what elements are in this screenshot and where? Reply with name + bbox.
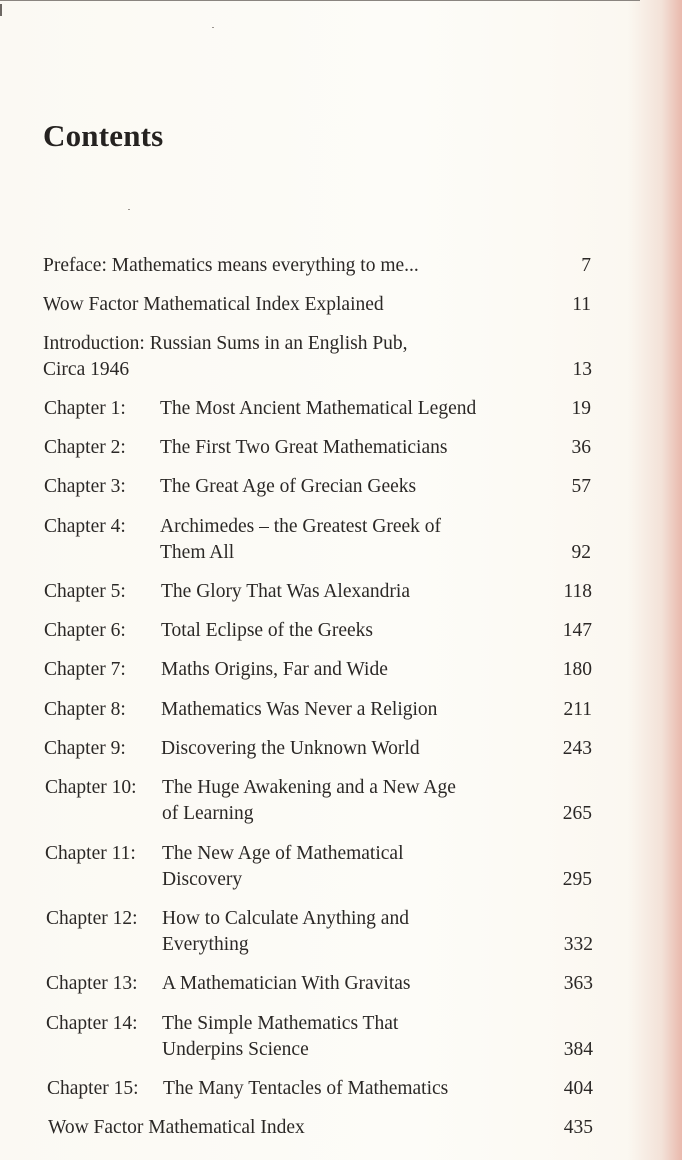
title-line: Archimedes – the Greatest Greek of [160,516,442,537]
page-number: 57 [571,476,591,497]
entry-title [162,841,404,893]
entry-title: Discovering the Unknown World [161,738,420,759]
entry-title: The First Two Great Mathematicians [160,437,448,458]
page-number: 332 [563,934,593,955]
entry-title: The Great Age of Grecian Geeks [160,476,417,497]
page-number: 404 [563,1078,593,1099]
page-number: 13 [572,359,592,380]
page-number: 265 [562,803,592,824]
chapter-label: Chapter 11: [45,843,136,864]
toc-entry-chapter-10 [45,775,592,827]
title-line: Circa 1946 [43,359,130,380]
chapter-label: Chapter 10: [45,777,137,798]
page-number: 295 [562,869,592,890]
title-line: Them All [160,542,235,563]
entry-title [43,331,408,383]
title-line: Underpins Science [162,1039,309,1060]
page-number: 118 [563,581,592,602]
entry-title [162,1011,398,1063]
page-number: 435 [563,1117,593,1138]
chapter-label: Chapter 13: [46,973,138,994]
page-number: 11 [572,294,591,315]
entry-title: The Glory That Was Alexandria [161,581,410,602]
chapter-label: Chapter 2: [44,437,126,458]
title-line: Discovery [162,869,243,890]
chapter-label: Chapter 6: [44,620,126,641]
chapter-label: Chapter 7: [44,659,126,680]
chapter-label: Chapter 9: [44,738,126,759]
chapter-label: Chapter 8: [44,699,126,720]
title-line: Introduction: Russian Sums in an English Pub, [43,333,408,354]
title-line: of Learning [162,803,254,824]
title-line: The Huge Awakening and a New Age [162,777,456,798]
toc-entry-chapter-11 [45,841,592,893]
page-number: 7 [581,255,591,276]
chapter-label: Chapter 1: [44,398,126,419]
chapter-label: Chapter 5: [44,581,126,602]
page-number: 36 [571,437,591,458]
entry-title: Wow Factor Mathematical Index [48,1117,305,1138]
toc-entry-chapter-12 [46,906,593,958]
entry-title [162,906,409,958]
page-number: 211 [563,699,592,720]
title-line: How to Calculate Anything and [162,908,409,929]
toc-entry-chapter-4 [44,514,591,566]
page-number: 92 [571,542,591,563]
entry-title: Total Eclipse of the Greeks [161,620,373,641]
title-line: The New Age of Mathematical [162,843,404,864]
entry-title: A Mathematician With Gravitas [162,973,411,994]
entry-title [160,514,441,566]
entry-title: Mathematics Was Never a Religion [161,699,438,720]
title-line: Everything [162,934,249,955]
entry-title: Wow Factor Mathematical Index Explained [43,294,384,315]
chapter-label: Chapter 4: [44,516,126,537]
chapter-label: Chapter 3: [44,476,126,497]
page-title: Contents [43,118,164,153]
entry-title: The Most Ancient Mathematical Legend [160,398,477,419]
entry-title: Maths Origins, Far and Wide [161,659,388,680]
title-line: The Simple Mathematics That [162,1013,399,1034]
entry-title: Preface: Mathematics means everything to me... [43,255,419,276]
page-number: 19 [571,398,591,419]
page-number: 384 [563,1039,593,1060]
chapter-label: Chapter 15: [47,1078,139,1099]
toc-entry-introduction [43,331,592,383]
entry-title [162,775,456,827]
chapter-label: Chapter 12: [46,908,138,929]
page-number: 180 [562,659,592,680]
chapter-label: Chapter 14: [46,1013,138,1034]
entry-title: The Many Tentacles of Mathematics [163,1078,449,1099]
page-number: 243 [562,738,592,759]
toc-entry-chapter-14 [46,1011,593,1063]
page-number: 147 [562,620,592,641]
page-number: 363 [563,973,593,994]
